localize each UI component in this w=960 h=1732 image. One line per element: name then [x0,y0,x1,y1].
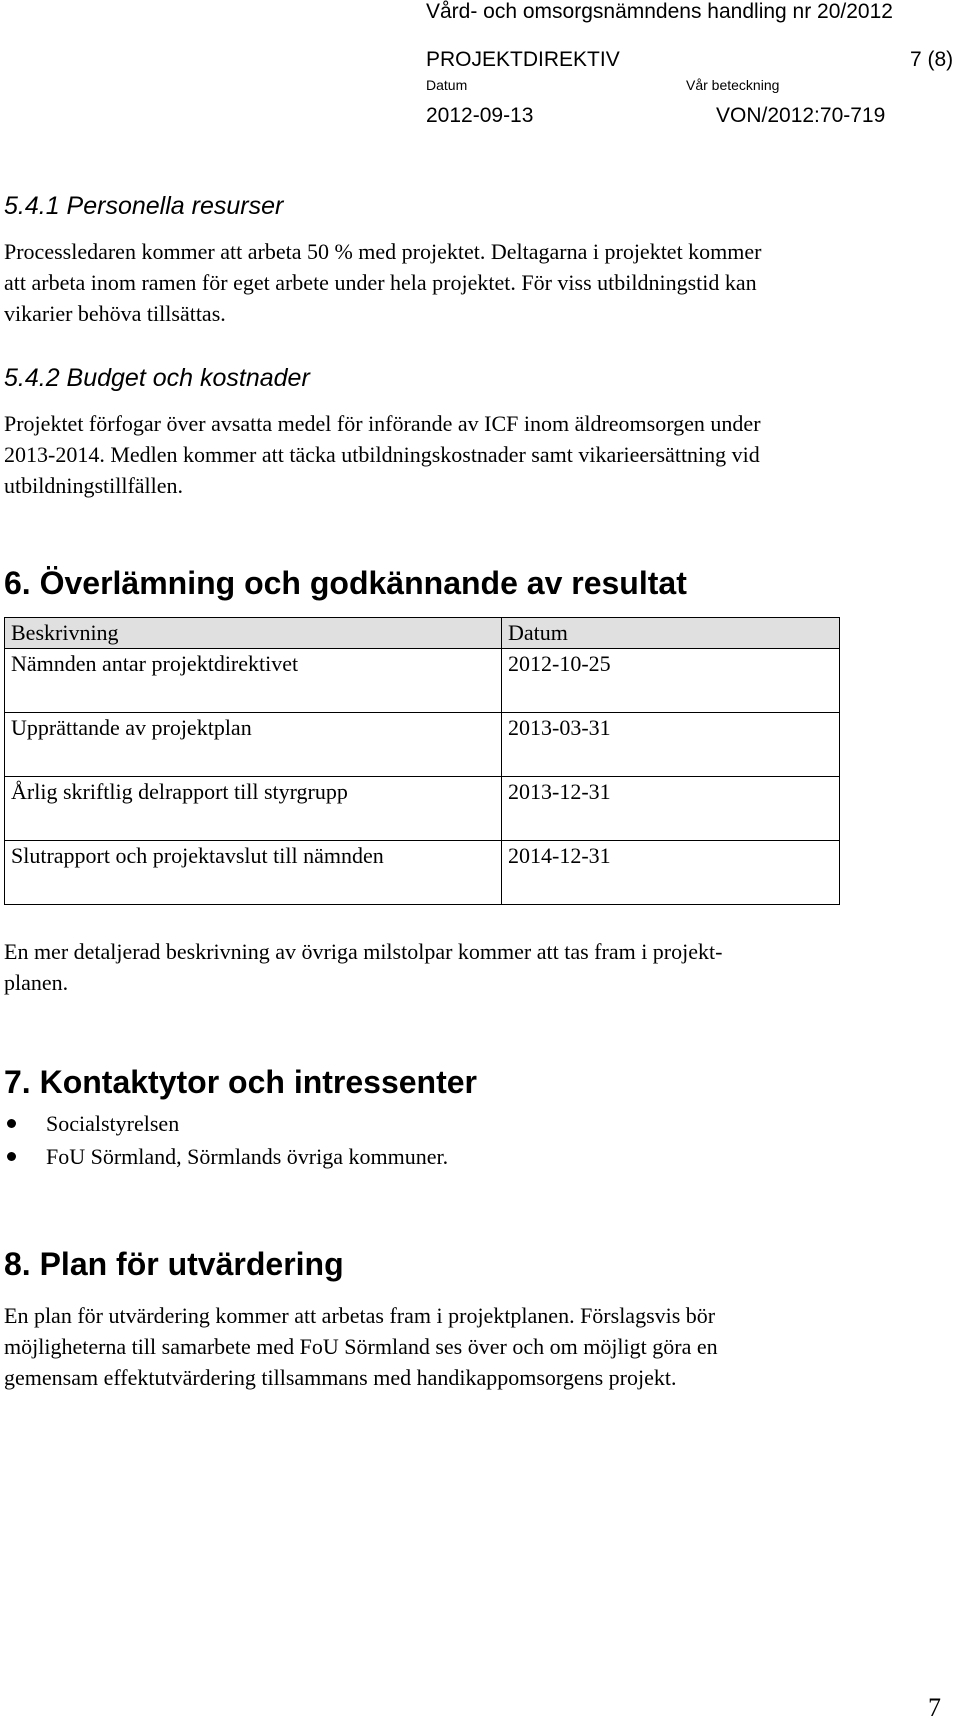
table-cell: 2014-12-31 [502,841,840,905]
table-cell: 2012-10-25 [502,649,840,713]
document-date: 2012-09-13 [426,104,534,127]
section-6-note [4,936,949,998]
document-type: PROJEKTDIREKTIV [426,48,620,71]
list-item-text: FoU Sörmland, Sörmlands övriga kommuner. [46,1144,449,1169]
committee-handling-title: Vård- och omsorgsnämndens handling nr 20/2012 [426,0,893,23]
section-7-heading: 7. Kontaktytor och intressenter [4,1064,477,1100]
list-item [0,1107,448,1140]
section-8-heading: 8. Plan för utvärdering [4,1246,344,1282]
text-line: En plan för utvärdering kommer att arbetas fram i projektplanen. Förslagsvis bör [4,1303,716,1328]
section-541-heading: 5.4.1 Personella resurser [4,192,284,220]
text-line: 2013-2014. Medlen kommer att täcka utbildningskostnader samt vikarieersättning vid [4,442,760,467]
section-6-heading: 6. Överlämning och godkännande av resultat [4,565,687,601]
text-line: utbildningstillfällen. [4,473,184,498]
page-number: 7 [928,1693,941,1722]
text-line: planen. [4,970,69,995]
table-cell: Nämnden antar projektdirektivet [5,649,502,713]
text-line: att arbeta inom ramen för eget arbete under hela projektet. För viss utbildningstid kan [4,270,757,295]
section-541-body [4,236,949,329]
text-line: möjligheterna till samarbete med FoU Sörmland ses över och om möjligt göra en [4,1334,718,1359]
document-reference: VON/2012:70-719 [716,104,886,127]
list-item-text: Socialstyrelsen [46,1111,180,1136]
date-label: Datum [426,77,468,93]
text-line: Processledaren kommer att arbeta 50 % med projektet. Deltagarna i projektet kommer [4,239,762,264]
table-cell: Upprättande av projektplan [5,713,502,777]
section-542-heading: 5.4.2 Budget och kostnader [4,364,310,392]
table-row [5,713,840,777]
table-cell: 2013-12-31 [502,777,840,841]
text-line: gemensam effektutvärdering tillsammans med handikappomsorgens projekt. [4,1365,677,1390]
list-item [0,1140,448,1173]
table-header-row [5,618,840,649]
section-542-body [4,408,949,501]
table-cell: 2013-03-31 [502,713,840,777]
table-row [5,777,840,841]
table-cell: Årlig skriftlig delrapport till styrgrupp [5,777,502,841]
page-count: 7 (8) [910,48,954,71]
table-row [5,841,840,905]
text-line: En mer detaljerad beskrivning av övriga milstolpar kommer att tas fram i projekt- [4,939,723,964]
text-line: vikarier behöva tillsättas. [4,301,226,326]
table-row [5,649,840,713]
table-cell: Slutrapport och projektavslut till nämnden [5,841,502,905]
section-8-body [4,1300,949,1393]
stakeholder-list [0,1107,448,1173]
text-line: Projektet förfogar över avsatta medel för införande av ICF inom äldreomsorgen under [4,411,761,436]
bullet-icon [7,1152,16,1161]
bullet-icon [7,1119,16,1128]
column-header-description: Beskrivning [5,618,502,649]
milestones-table [4,617,840,905]
column-header-date: Datum [502,618,840,649]
reference-label: Vår beteckning [686,77,780,93]
